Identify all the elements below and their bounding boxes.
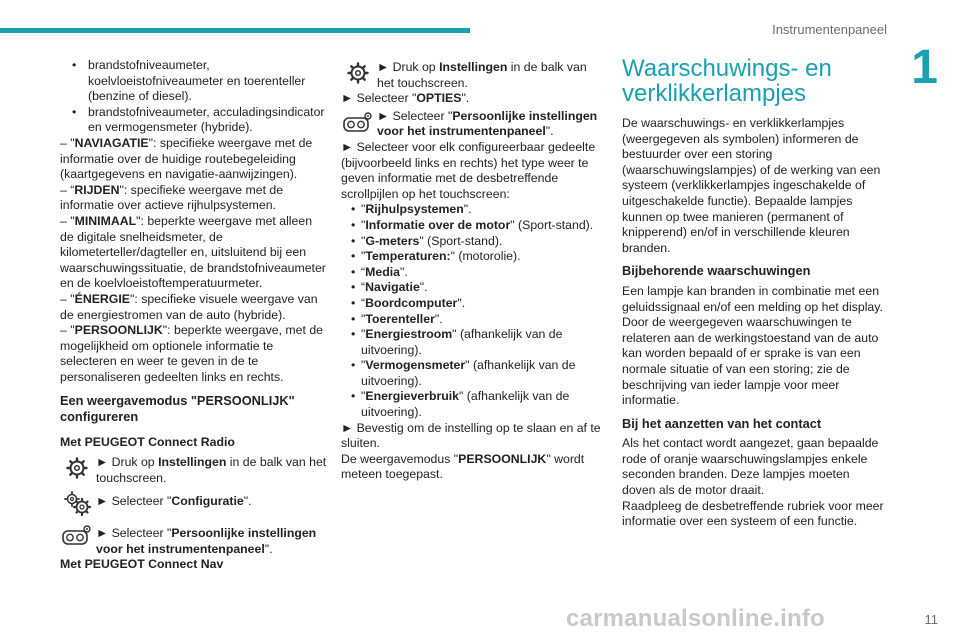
- list-item: • “Media".: [341, 265, 607, 281]
- configuration-gears-icon: [60, 488, 93, 518]
- paragraph: – "NAVIAGATIE": specifieke weergave met de informatie over de huidige routebegeleiding (kaartgegevens en navigatie-aanwijzingen).: [60, 135, 313, 182]
- settings-icon: [60, 453, 93, 483]
- chapter-number: 1: [911, 41, 938, 94]
- list-item: • "Temperaturen:" (motorolie).: [341, 249, 607, 265]
- paragraph: Raadpleeg de desbetreffende rubriek voor meer informatie over een systeem of een functie.: [622, 498, 884, 529]
- subsection-heading: Met PEUGEOT Connect Radio: [60, 435, 235, 450]
- paragraph: – "PERSOONLIJK": beperkte weergave, met de mogelijkheid om optionele informatie te selecteren en weer te geven in de te personaliseren gedeelten links en rechts.: [60, 323, 324, 384]
- instrument-panel-settings-icon: [60, 520, 93, 550]
- column-1: [60, 58, 328, 573]
- paragraph: Als het contact wordt aangezet, gaan bepaalde rode of oranje waarschuwingslampjes enkele seconden branden. Deze lampjes moeten doven als de motor draait.: [622, 436, 879, 498]
- instruction-step: ► Druk op Instellingen in de balk van het touchscreen.: [341, 58, 607, 91]
- paragraph: – “RIJDEN": specifieke weergave met de informatie over actieve rijhulpsystemen.: [60, 182, 284, 213]
- list-item: • "Energieverbruik" (afhankelijk van de uitvoering).: [341, 389, 607, 420]
- instruction-step: ► Druk op Instellingen in de balk van het touchscreen.: [60, 453, 328, 486]
- option-list: [341, 202, 607, 420]
- instruction-step: ► Selecteer "Persoonlijke instellingen voor het instrumentenpaneel".: [60, 520, 328, 557]
- paragraph: ► Bevestig om de instelling op te slaan en af te sluiten.: [341, 420, 601, 451]
- paragraph: Een lampje kan branden in combinatie met een geluidssignaal en/of een melding op het display. Door de weergegeven waarschuwingen te relateren aan de werkingstoestand van de auto kan worden bepaald of er sprake is van een normale situatie of van een storing; zie de beschrijving van ieder lampje voor meer informatie.: [622, 283, 883, 408]
- subsection-heading: Bij het aanzetten van het contact: [622, 415, 822, 431]
- paragraph: De waarschuwings- en verklikkerlampjes (weergegeven als symbolen) informeren de bestuurder over een storing (waarschuwingslampjes) of de werking van een systeem (verklikkerlampjes ingeschakelde of uitgeschakelde functie). Bepaalde lampjes kunnen op twee manieren (permanent of knipperend) en/of in verschillende kleuren branden.: [622, 116, 881, 255]
- subsection-heading: Met PEUGEOT Connect Nav: [60, 557, 224, 572]
- subsection-heading: Bijbehorende waarschuwingen: [622, 263, 811, 279]
- header-accent-bar: [0, 28, 470, 33]
- list-item: • "Rijhulpsystemen".: [341, 202, 607, 218]
- instrument-panel-settings-icon: [341, 107, 374, 137]
- paragraph: ► Selecteer "OPTIES".: [341, 91, 470, 106]
- list-item: • “Boordcomputer".: [341, 296, 607, 312]
- running-header: Instrumentenpaneel: [772, 22, 887, 37]
- watermark: carmanualsonline.info: [566, 605, 825, 632]
- page-number: 11: [924, 612, 938, 627]
- list-item: • "Energiestroom" (afhankelijk van de uitvoering).: [341, 327, 607, 358]
- list-item: • “Navigatie".: [341, 280, 607, 296]
- list-item: • "Informatie over de motor" (Sport-stand).: [341, 218, 607, 234]
- paragraph: – "MINIMAAL": beperkte weergave met alleen de digitale snelheidsmeter, de kilometerteller/dagteller en, uitsluitend bij een waarschuwingssituatie, de brandstofniveaumeter en de koelvloeistoftemperatuurmeter.: [60, 213, 326, 291]
- section-heading: Waarschuwings- en verklikkerlampjes: [622, 55, 832, 107]
- section-heading: Een weergavemodus "PERSOONLIJK" configureren: [60, 393, 295, 425]
- paragraph: – "ÉNERGIE": specifieke visuele weergave van de energiestromen van de auto (hybride).: [60, 291, 318, 322]
- instruction-step: ► Selecteer "Persoonlijke instellingen voor het instrumentenpaneel".: [341, 107, 607, 140]
- list-item: • "Vermogensmeter" (afhankelijk van de uitvoering).: [341, 358, 607, 389]
- instruction-step: ► Selecteer "Configuratie".: [60, 488, 328, 518]
- list-item: • brandstofniveaumeter, acculadingsindicator en vermogensmeter (hybride).: [60, 105, 328, 136]
- list-item: • "Toerenteller".: [341, 312, 607, 328]
- paragraph: De weergavemodus "PERSOONLIJK" wordt meteen toegepast.: [341, 451, 585, 482]
- list-item: • brandstofniveaumeter, koelvloeistofniveaumeter en toerenteller (benzine of diesel).: [60, 58, 328, 105]
- paragraph: ► Selecteer voor elk configureerbaar gedeelte (bijvoorbeeld links en rechts) het type weer te geven informatie met de desbetreffende scrollpijlen op het touchscreen:: [341, 139, 596, 201]
- column-3: [622, 56, 884, 530]
- column-2: [341, 58, 607, 483]
- list-item: • "G-meters" (Sport-stand).: [341, 234, 607, 250]
- settings-icon: [341, 58, 374, 88]
